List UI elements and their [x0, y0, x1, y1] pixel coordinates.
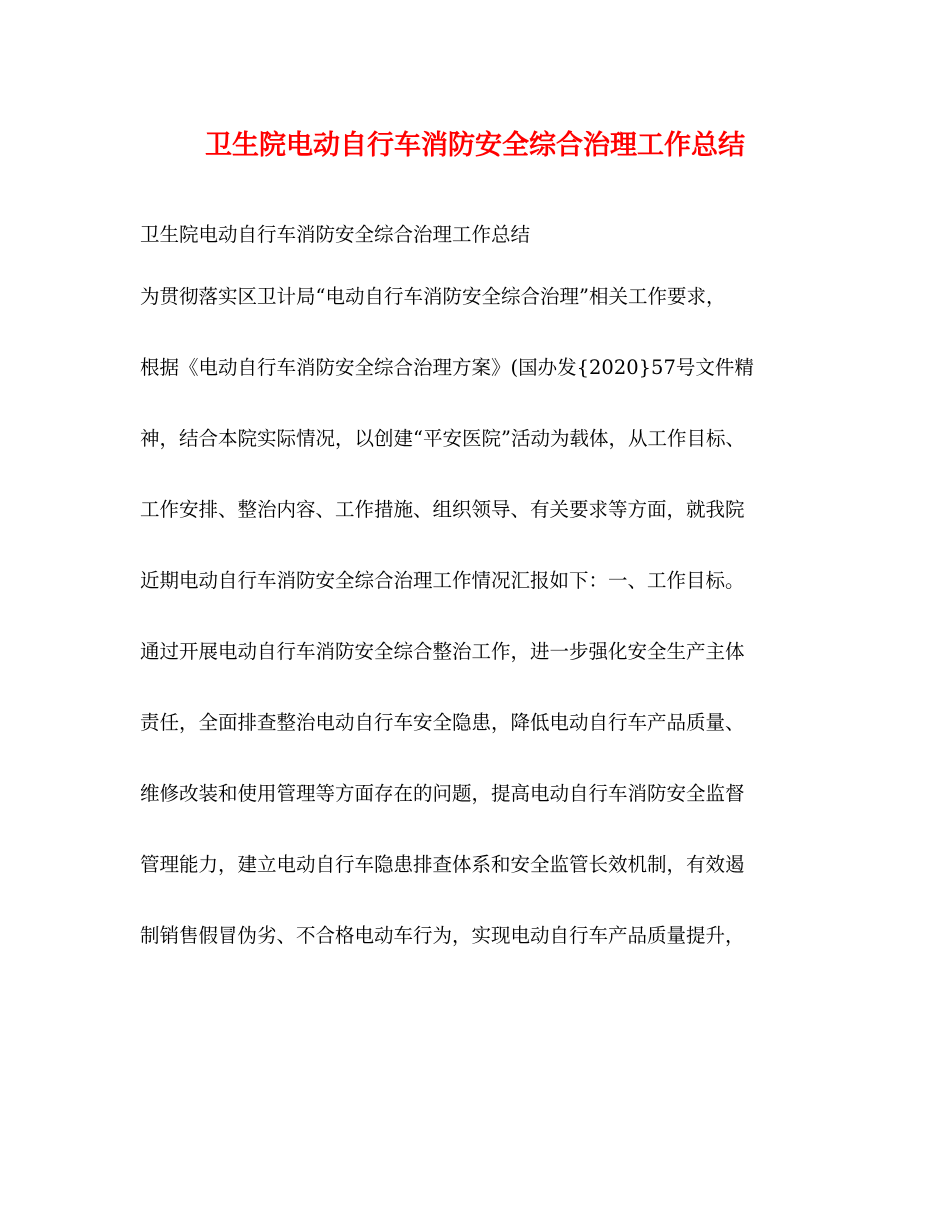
body-line: 卫生院电动自行车消防安全综合治理工作总结: [140, 223, 531, 246]
body-line: 近期电动自行车消防安全综合治理工作情况汇报如下：一、工作目标。: [140, 569, 745, 592]
body-line: 制销售假冒伪劣、不合格电动车行为，实现电动自行车产品质量提升，: [140, 924, 745, 947]
body-line: 维修改装和使用管理等方面存在的问题，提高电动自行车消防安全监督: [140, 782, 745, 805]
body-line: 管理能力，建立电动自行车隐患排查体系和安全监管长效机制，有效遏: [140, 853, 745, 876]
document-title: 卫生院电动自行车消防安全综合治理工作总结: [205, 130, 745, 161]
body-line: 根据《电动自行车消防安全综合治理方案》(国办发{2020}57号文件精: [140, 356, 754, 379]
body-line: 工作安排、整治内容、工作措施、组织领导、有关要求等方面，就我院: [140, 498, 745, 521]
body-line: 责任，全面排查整治电动自行车安全隐患，降低电动自行车产品质量、: [140, 711, 745, 734]
body-line: 神，结合本院实际情况，以创建“平安医院”活动为载体，从工作目标、: [140, 427, 745, 450]
body-line: 通过开展电动自行车消防安全综合整治工作，进一步强化安全生产主体: [140, 640, 745, 663]
body-line: 为贯彻落实区卫计局“电动自行车消防安全综合治理”相关工作要求，: [140, 285, 726, 308]
